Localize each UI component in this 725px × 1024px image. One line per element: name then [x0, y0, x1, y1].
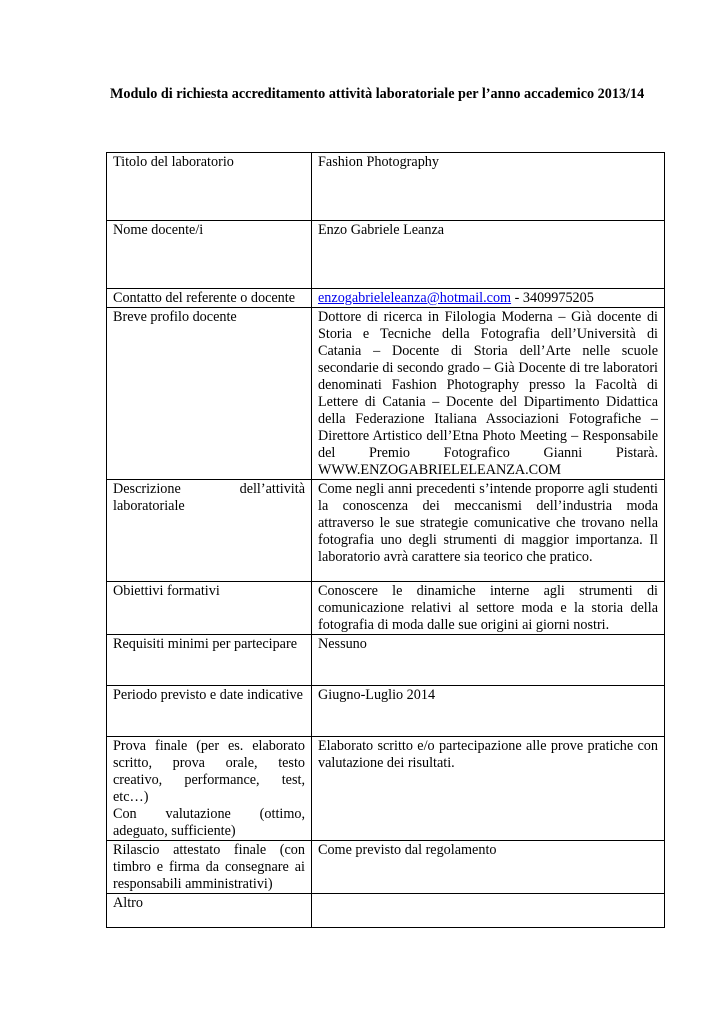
table-row-rilascio [107, 841, 665, 894]
email-link[interactable]: enzogabrieleleanza@hotmail.com [318, 290, 512, 306]
rilascio-value: Come previsto dal regolamento [312, 841, 665, 894]
table-row-titolo [107, 153, 665, 221]
page-title: Modulo di richiesta accreditamento attività laboratoriale per l’anno accademico 2013/14 [110, 86, 645, 102]
requisiti-value: Nessuno [312, 635, 665, 686]
table-row-docente [107, 221, 665, 289]
requisiti-label: Requisiti minimi per partecipare [107, 635, 312, 686]
docente-value: Enzo Gabriele Leanza [312, 221, 665, 289]
prova-label-line2: Con valutazione (ottimo, adeguato, sufficiente) [113, 806, 305, 839]
prova-label-line1: Prova finale (per es. elaborato scritto, prova orale, testo creativo, performance, test, etc…) [113, 738, 305, 805]
altro-value [312, 894, 665, 928]
table-row-requisiti [107, 635, 665, 686]
periodo-label: Periodo previsto e date indicative [107, 686, 312, 737]
profilo-value: Dottore di ricerca in Filologia Moderna – Già docente di Storia e Tecniche della Fotografia dell’Università di Catania – Docente di Storia dell’Arte nelle scuole secondarie di secondo grado – Già Docente di tre laboratori denominati Fashion Photography presso la Facoltà di Lettere di Catania – Docente del Dipartimento Didattica della Federazione Italiana Associazioni Fotografiche – Direttore Artistico dell’Etna Photo Meeting – Responsabile del Premio Fotografico Gianni Pistarà. WWW.ENZOGABRIELELEANZA.COM [312, 308, 665, 480]
obiettivi-label: Obiettivi formativi [107, 582, 312, 635]
prova-value: Elaborato scritto e/o partecipazione alle prove pratiche con valutazione dei risultati. [312, 737, 665, 841]
table-row-prova [107, 737, 665, 841]
table-row-periodo [107, 686, 665, 737]
contatto-label: Contatto del referente o docente [107, 289, 312, 308]
obiettivi-value: Conoscere le dinamiche interne agli strumenti di comunicazione relativi al settore moda e la storia della fotografia di moda dalle sue origini ai giorni nostri. [312, 582, 665, 635]
prova-label [107, 737, 312, 841]
descrizione-label: Descrizione dell’attività laboratoriale [107, 480, 312, 582]
table-row-altro [107, 894, 665, 928]
titolo-label: Titolo del laboratorio [107, 153, 312, 221]
phone-number: - 3409975205 [511, 290, 594, 306]
altro-label: Altro [107, 894, 312, 928]
form-table [106, 152, 665, 928]
periodo-value: Giugno-Luglio 2014 [312, 686, 665, 737]
rilascio-label: Rilascio attestato finale (con timbro e firma da consegnare ai responsabili amministrativi) [107, 841, 312, 894]
titolo-value: Fashion Photography [312, 153, 665, 221]
profilo-label: Breve profilo docente [107, 308, 312, 480]
table-row-contatto [107, 289, 665, 308]
table-row-descrizione [107, 480, 665, 582]
docente-label: Nome docente/i [107, 221, 312, 289]
contatto-value [312, 289, 665, 308]
descrizione-value: Come negli anni precedenti s’intende proporre agli studenti la conoscenza dei meccanismi dell’industria moda attraverso le sue strategie comunicative che trovano nella fotografia uno degli strumenti di maggior importanza. Il laboratorio avrà carattere sia teorico che pratico. [312, 480, 665, 582]
table-row-obiettivi [107, 582, 665, 635]
table-row-profilo [107, 308, 665, 480]
